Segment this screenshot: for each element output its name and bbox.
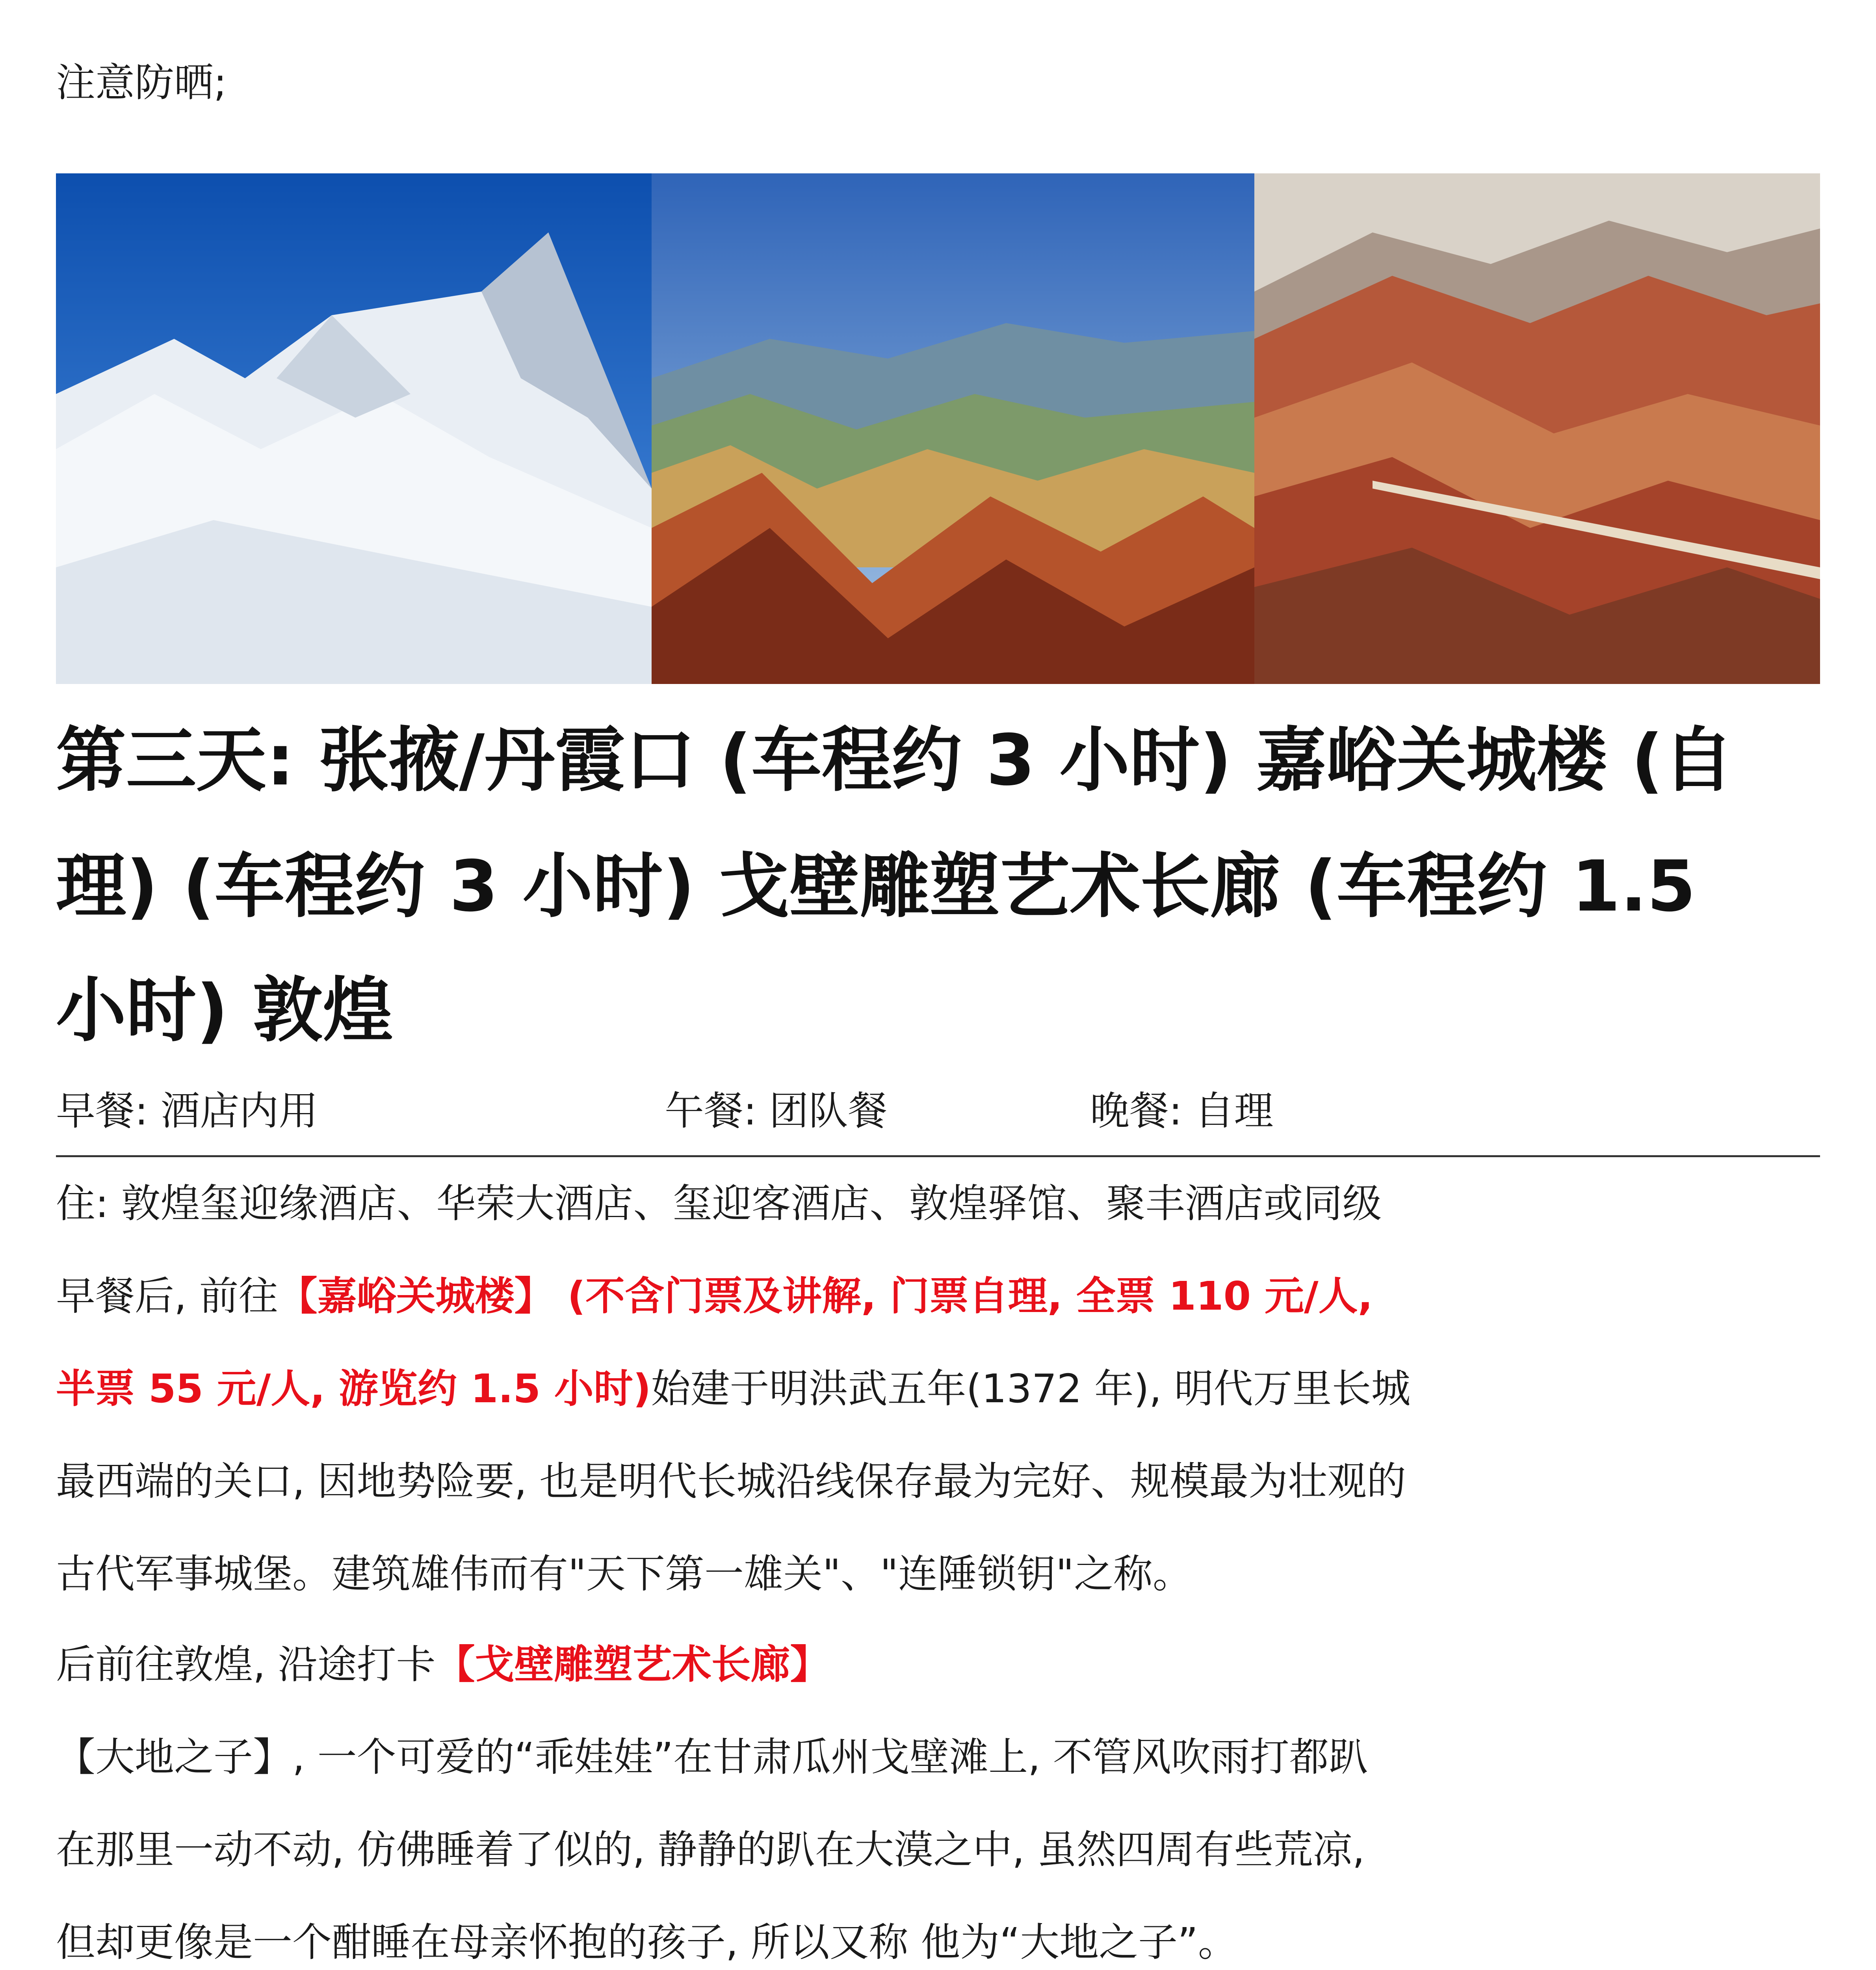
rainbow-mountains-photo <box>652 173 1254 684</box>
meals-row <box>56 1082 1820 1149</box>
day-title-line-1: 第三天: 张掖/丹霞口 (车程约 3 小时) 嘉峪关城楼 (自 <box>56 719 1733 801</box>
lunch-info: 午餐: 团队餐 <box>665 1088 888 1134</box>
dinner-info: 晚餐: 自理 <box>1090 1088 1274 1134</box>
para2-lead: 后前往敦煌, 沿途打卡 <box>56 1641 436 1688</box>
snow-mountain-photo <box>56 173 652 684</box>
para3-line-1: 【大地之子】, 一个可爱的“乖娃娃”在甘肃瓜州戈壁滩上, 不管风吹雨打都趴 <box>56 1734 1368 1780</box>
breakfast-info: 早餐: 酒店内用 <box>56 1088 318 1134</box>
para3-line-2: 在那里一动不动, 仿佛睡着了似的, 静静的趴在大漠之中, 虽然四周有些荒凉, <box>56 1827 1365 1873</box>
day-title-line-3: 小时) 敦煌 <box>56 970 393 1051</box>
para1-line-3: 最西端的关口, 因地势险要, 也是明代长城沿线保存最为完好、规模最为壮观的 <box>56 1458 1406 1504</box>
top-note: 注意防晒; <box>56 59 227 106</box>
day-title-line-2: 理) (车程约 3 小时) 戈壁雕塑艺术长廊 (车程约 1.5 <box>56 846 1696 927</box>
jiayuguan-highlight: 【嘉峪关城楼】 (不含门票及讲解, 门票自理, 全票 110 元/人, <box>278 1273 1373 1319</box>
para1-line-1 <box>56 1267 1373 1326</box>
para2-line-1 <box>56 1635 830 1694</box>
lodging-info: 住: 敦煌玺迎缘酒店、华荣大酒店、玺迎客酒店、敦煌驿馆、聚丰酒店或同级 <box>56 1180 1382 1227</box>
divider-rule <box>56 1155 1820 1157</box>
para1-history: 始建于明洪武五年(1372 年), 明代万里长城 <box>651 1366 1411 1412</box>
para1-line-2 <box>56 1359 1411 1418</box>
danxia-landform-road-photo <box>1254 173 1820 684</box>
ticket-highlight: 半票 55 元/人, 游览约 1.5 小时) <box>56 1366 651 1412</box>
photo-strip <box>56 173 1820 684</box>
para3-line-3: 但却更像是一个酣睡在母亲怀抱的孩子, 所以又称 他为“大地之子”。 <box>56 1919 1237 1965</box>
para1-line-4: 古代军事城堡。建筑雄伟而有"天下第一雄关"、"连陲锁钥"之称。 <box>56 1551 1192 1597</box>
para1-lead: 早餐后, 前往 <box>56 1273 278 1319</box>
gobi-sculpture-highlight: 【戈壁雕塑艺术长廊】 <box>435 1641 830 1688</box>
